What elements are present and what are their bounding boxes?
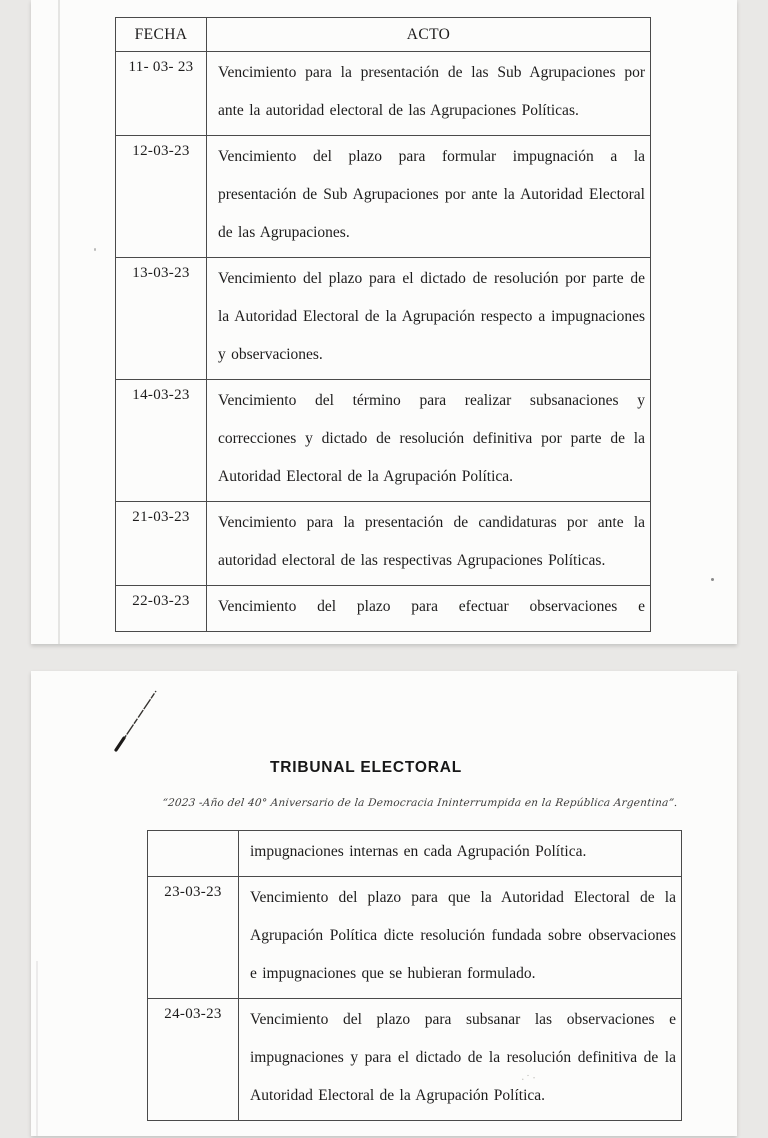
date-cell: 21-03-23 [116,502,207,586]
scan-speck [94,248,96,251]
column-header-acto: ACTO [207,18,651,52]
date-cell: 14-03-23 [116,380,207,502]
scan-speck [711,578,714,581]
table-header-row [116,18,651,52]
scan-streak-artifact [58,0,60,644]
act-cell: Vencimiento del plazo para subsanar las observaciones e impugnaciones y para el dictado de la resolución definitiva de la Autoridad Electoral de la Agrupación Política. [239,999,682,1121]
date-cell: 24-03-23 [148,999,239,1121]
act-cell: Vencimiento del plazo para formular impugnación a la presentación de Sub Agrupaciones por ante la Autoridad Electoral de las Agrupaciones. [207,136,651,258]
act-cell: Vencimiento del plazo para el dictado de resolución por parte de la Autoridad Electoral de la Agrupación respecto a impugnaciones y observaciones. [207,258,651,380]
scan-streak-artifact [36,961,38,1136]
anniversary-motto: “2023 -Año del 40° Aniversario de la Democracia Ininterrumpida en la República Argentina”. [161,797,679,809]
pencil-smudge-artifact: ·˙· [520,1071,539,1087]
date-cell [148,831,239,877]
handwritten-slash-mark [107,679,197,759]
act-cell: Vencimiento del término para realizar subsanaciones y correcciones y dictado de resolución definitiva por parte de la Autoridad Electoral de la Agrupación Política. [207,380,651,502]
column-header-fecha: FECHA [116,18,207,52]
date-cell: 11- 03- 23 [116,52,207,136]
table-row [148,831,682,877]
table-row [116,258,651,380]
date-cell: 23-03-23 [148,877,239,999]
page-2 [31,671,737,1136]
table-row [116,502,651,586]
table-row [116,136,651,258]
date-cell: 13-03-23 [116,258,207,380]
act-cell: Vencimiento para la presentación de candidaturas por ante la autoridad electoral de las respectivas Agrupaciones Políticas. [207,502,651,586]
act-cell: Vencimiento para la presentación de las Sub Agrupaciones por ante la autoridad electoral de las Agrupaciones Políticas. [207,52,651,136]
act-cell: impugnaciones internas en cada Agrupación Política. [239,831,682,877]
tribunal-electoral-title: TRIBUNAL ELECTORAL [269,759,463,776]
date-cell: 22-03-23 [116,586,207,632]
table-row [148,999,682,1121]
table-row [116,586,651,632]
table-row [148,877,682,999]
act-cell: Vencimiento del plazo para efectuar observaciones e [207,586,651,632]
page-1 [31,0,737,644]
table-row [116,52,651,136]
electoral-calendar-table-page-2 [147,830,682,1121]
table-row [116,380,651,502]
electoral-calendar-table-page-1 [115,17,651,632]
act-cell: Vencimiento del plazo para que la Autoridad Electoral de la Agrupación Política dicte resolución fundada sobre observaciones e impugnaciones que se hubieran formulado. [239,877,682,999]
date-cell: 12-03-23 [116,136,207,258]
